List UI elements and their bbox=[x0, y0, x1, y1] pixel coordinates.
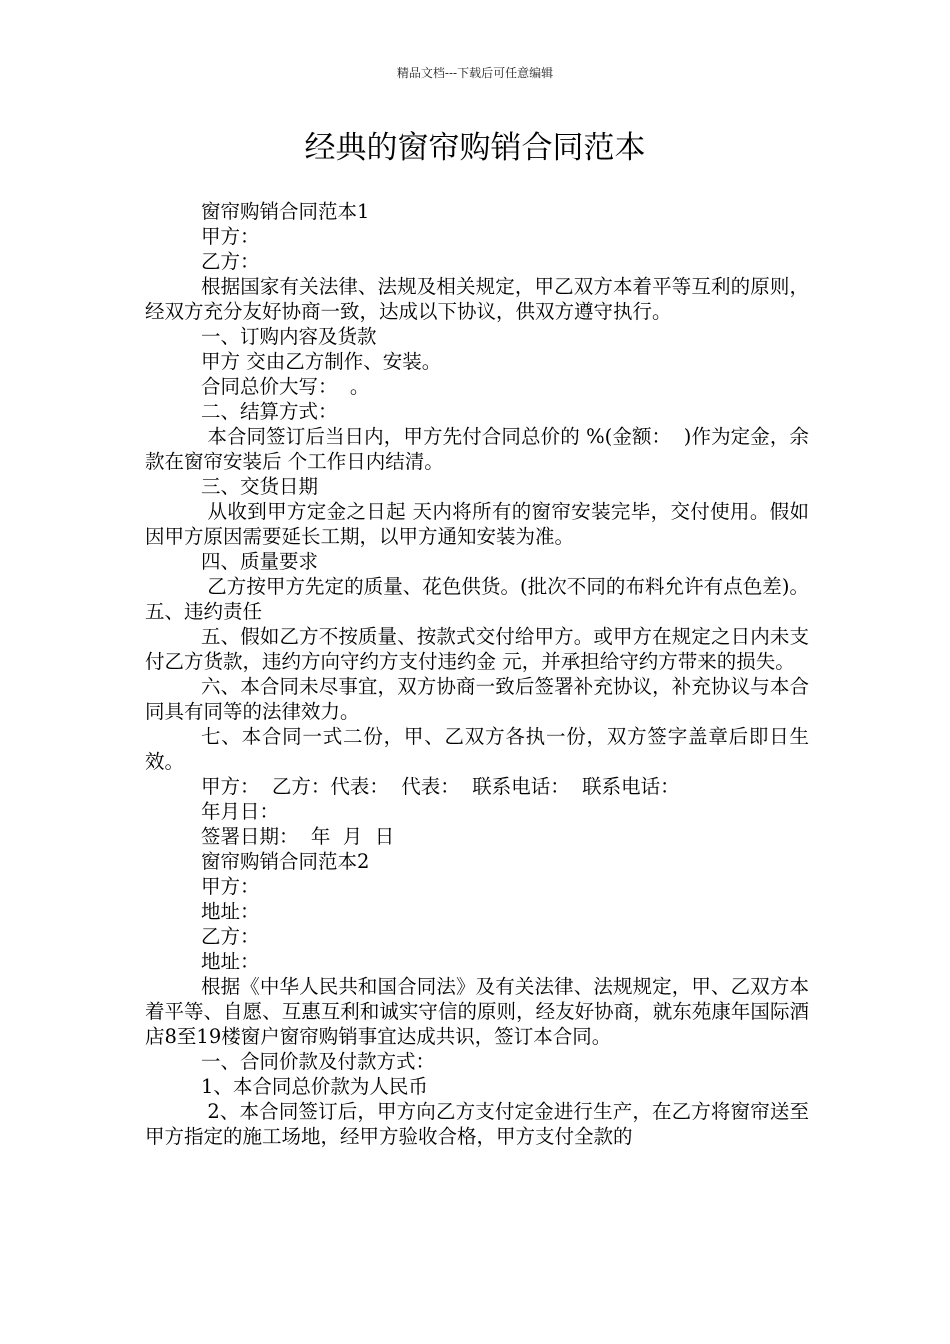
document-title: 经典的窗帘购销合同范本 bbox=[304, 130, 646, 166]
paragraph: 本合同签订后当日内，甲方先付合同总价的 %(金额： )作为定金，余款在窗帘安装后 个工作日内结清。 bbox=[145, 425, 810, 473]
paragraph: 乙方： bbox=[201, 250, 260, 273]
paragraph: 五、假如乙方不按质量、按款式交付给甲方。或甲方在规定之日内未支付乙方货款，违约方向守约方支付违约金 元，并承担给守约方带来的损失。 bbox=[145, 625, 809, 673]
paragraph: 一、合同价款及付款方式： bbox=[201, 1050, 436, 1073]
paragraph: 甲方： bbox=[201, 875, 260, 898]
paragraph: 地址： bbox=[201, 950, 260, 973]
paragraph: 地址： bbox=[201, 900, 260, 923]
paragraph: 四、质量要求 bbox=[201, 550, 319, 573]
document-body bbox=[145, 199, 816, 1149]
paragraph: 根据《中华人民共和国合同法》及有关法律、法规规定，甲、乙双方本着平等、自愿、互惠互利和诚实守信的原则，经友好协商，就东苑康年国际酒店8至19楼窗户窗帘购销事宜达成共识，签订本合同。 bbox=[145, 975, 809, 1048]
paragraph: 甲方 交由乙方制作、安装。 bbox=[201, 350, 442, 373]
page-header: 精品文档---下载后可任意编辑 bbox=[396, 66, 554, 80]
paragraph: 从收到甲方定金之日起 天内将所有的窗帘安装完毕，交付使用。假如因甲方原因需要延长工期，以甲方通知安装为准。 bbox=[145, 500, 809, 548]
paragraph: 六、本合同未尽事宜，双方协商一致后签署补充协议，补充协议与本合同具有同等的法律效力。 bbox=[145, 675, 809, 723]
paragraph: 三、交货日期 bbox=[201, 475, 319, 498]
paragraph: 合同总价大写： 。 bbox=[201, 375, 370, 398]
paragraph: 一、订购内容及货款 bbox=[201, 325, 377, 348]
paragraph: 2、本合同签订后，甲方向乙方支付定金进行生产，在乙方将窗帘送至甲方指定的施工场地，经甲方验收合格，甲方支付全款的 bbox=[145, 1100, 809, 1148]
paragraph: 窗帘购销合同范本2 bbox=[201, 850, 370, 873]
paragraph: 签署日期： 年 月 日 bbox=[201, 825, 395, 848]
paragraph: 年月日： bbox=[201, 800, 280, 823]
paragraph: 二、结算方式： bbox=[201, 400, 338, 423]
paragraph: 七、本合同一式二份，甲、乙双方各执一份，双方签字盖章后即日生效。 bbox=[145, 725, 809, 773]
paragraph: 根据国家有关法律、法规及相关规定，甲乙双方本着平等互利的原则，经双方充分友好协商一致，达成以下协议，供双方遵守执行。 bbox=[145, 275, 809, 323]
paragraph: 乙方按甲方先定的质量、花色供货。(批次不同的布料允许有点色差)。 五、违约责任 bbox=[145, 575, 816, 623]
paragraph: 甲方： bbox=[201, 225, 260, 248]
paragraph: 1、本合同总价款为人民币 bbox=[201, 1075, 428, 1098]
paragraph: 甲方： 乙方：代表： 代表： 联系电话： 联系电话： bbox=[201, 775, 680, 798]
paragraph: 窗帘购销合同范本1 bbox=[201, 200, 370, 223]
paragraph: 乙方： bbox=[201, 925, 260, 948]
